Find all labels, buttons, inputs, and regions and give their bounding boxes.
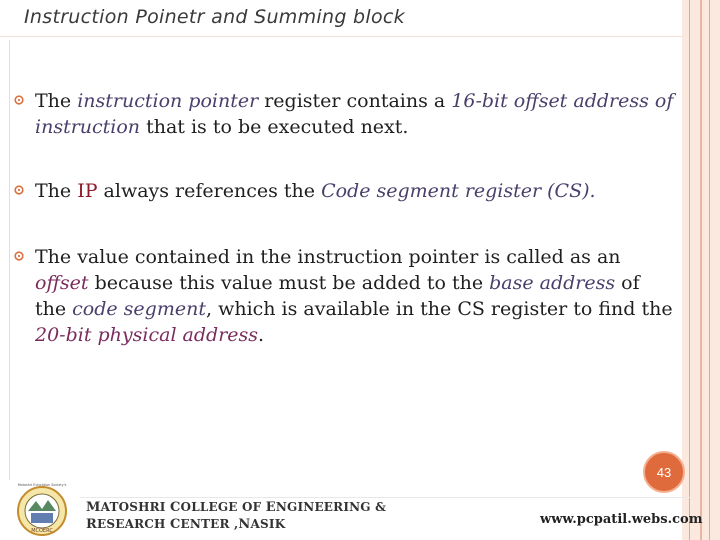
text-run: of the <box>35 272 640 320</box>
term-instruction-pointer: instruction pointer <box>77 90 259 112</box>
band-stripe <box>689 0 690 540</box>
bullet-text <box>35 88 675 140</box>
text-run: The <box>35 180 78 202</box>
bullet-item <box>14 244 673 348</box>
text-run: always references the <box>97 180 322 202</box>
slide-title: Instruction Poinetr and Summing block <box>24 6 405 28</box>
text-run: , which is available in the CS register to find the <box>205 298 673 320</box>
college-line-1: MATOSHRI COLLEGE OF ENGINEERING & <box>86 500 387 515</box>
logo-caption: Matoshri Education Society's <box>17 483 67 487</box>
left-rule <box>9 40 10 480</box>
text-run: register contains a <box>258 90 452 112</box>
bullet-text <box>35 178 675 204</box>
band-stripe <box>709 0 710 540</box>
bullet-icon <box>14 95 24 105</box>
bullet-item <box>14 88 674 140</box>
term-code-segment: code segment <box>72 298 206 320</box>
bullet-text <box>35 244 675 348</box>
logo-text: MCOERC <box>31 528 53 534</box>
college-name <box>86 499 386 533</box>
college-logo-icon <box>14 481 70 537</box>
bullet-icon <box>14 251 24 261</box>
text-run: The <box>35 90 78 112</box>
band-stripe <box>700 0 702 540</box>
text-run: that is to be executed next. <box>140 116 409 138</box>
text-run: The value contained in the instruction pointer is called as an <box>35 246 621 268</box>
term-code-segment-register: Code segment register (CS). <box>321 180 596 202</box>
title-rule <box>0 36 682 37</box>
college-line-2: RESEARCH CENTER ,NASIK <box>86 517 286 532</box>
term-offset-address: 16-bit offset address of instruction <box>35 90 674 138</box>
text-run: because this value must be added to the <box>88 272 490 294</box>
term-physical-address: 20-bit physical address <box>35 324 259 346</box>
page-number-badge: 43 <box>643 451 685 493</box>
footer-rule <box>80 497 690 498</box>
term-offset: offset <box>35 272 89 294</box>
website-url: www.pcpatil.webs.com <box>540 512 703 527</box>
text-run: . <box>258 324 265 346</box>
bullet-icon <box>14 185 24 195</box>
term-ip: IP <box>77 180 98 202</box>
bullet-item <box>14 178 654 204</box>
term-base-address: base address <box>489 272 616 294</box>
